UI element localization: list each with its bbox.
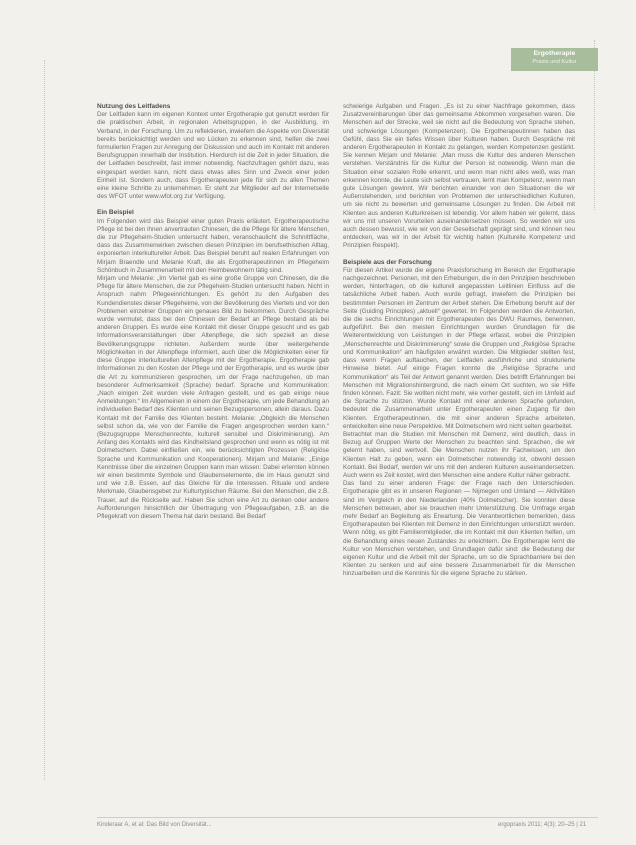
- footer-page-info: ergopraxis 2011; 4(3): 20–25 | 21: [498, 822, 587, 828]
- section-heading: Nutzung des Leitfadens: [97, 103, 171, 110]
- paragraph: schwierige Aufgaben und Fragen. „Es ist zu einer Nachfrage gekommen, dass Zusatzvereinbarungen über das gemeinsame Abkommen vorgesehen waren. Die Menschen auf der Strecke, weil sie nicht auf die Bedeutung von Sprache stehen, und schwierige Lösungen (Kompetenzen). Die Ergotherapeutinnen haben das Gefühl, dass Sie ein tiefes Wissen über Kulturen haben. Durch Gespräche mit anderen Ergotherapeuten in Kontakt zu gelangen, werden Kompetenzen gestärkt. Sie kennen Mirjam und Melanie: „Man muss die Kultur des anderen Menschen verstehen. Verständnis für die Kultur der Person ist notwendig. Wenn man die Situation einer sozialen Rolle erkennt, und wenn man nicht alles weiß, was man erkennen konnte, die Leute sich selbst vertrauen, lernt man Kompetenz, wenn man gute Lösungen gewinnt. Wir berichten einander von den Situationen die wir Außenstehenden, und berichten von Problemen der unterschiedlichen Kulturen, um sie nicht zu bewerten und gemeinsame Lösungen zu finden. Die Arbeit mit Klienten aus anderen Kulturkreisen ist lebendig. Vor allem haben wir gelernt, dass wir uns mit unseren Vorurteilen auseinandersetzen müssen. So werden wir uns auch dessen bewusst, wie wir von der Gesellschaft geprägt sind, und können neu entdecken, was wir in der Arbeit für wichtig halten (Kulturelle Kompetenz und Prinzipien Respekt).: [343, 103, 575, 250]
- paragraph: Der Leitfaden kann im eigenen Kontext unter Ergotherapie gut genutzt werden für die praktischen Arbeit, in regionalen Arbeitsgruppen, in der Ausbildung, im Verband, in der Forschung. Um zu reflektieren, inwiefern die Aspekte von Diversität bereits berücksichtigt werden und wo Lücken zu erkennen sind, helfen die zwei formulierten Fragen zur Anregung der Diskussion und auch im Kontakt mit anderen Berufsgruppen innerhalb der Institution. Hierdurch ist die Zeit in jeder Situation, die der Leitfaden beschreibt, fast immer notwendig. Nachzufragen gehört dazu, was eingespart werden kann, nicht dass etwas alles Sinn und Zweck einer jeden Einheit ist. Sondern auch, dass Ergotherapeuten jede für sich zu allen Themen eine kleine Schritte zu unternehmen. Er steht zur Mitglieder auf der Internetseite des WFOT unter www.wfot.org zur Verfügung.: [97, 111, 329, 201]
- category-label: [511, 48, 598, 71]
- footer-citation: Kinderaar A, et al: Das Bild von Diversität...: [97, 822, 212, 828]
- paragraph: Betrachtet man die Studien mit Menschen mit Demenz, wird deutlich, dass in Bezug auf Gruppen Werte der Menschen zu beachten sind. Sprachen, die wir gelernt haben, sind wertvoll. Die Menschen nutzen ihr Fachwissen, um den Klienten Halt zu geben, wenn ein Dolmetscher notwendig ist, obwohl dessen Kontakt. Bei Bedarf, werden wir uns mit den anderen Kulturen auseinandersetzen. Auch wenn es Zeit kostet, wird den Menschen eine andere Kultur näher gebracht.: [343, 430, 575, 479]
- paragraph: Das fand zu einer anderen Frage: der Frage nach den Unterschieden. Ergotherapie gibt es in unseren Regionen — Nijmegen und Umland — Aktivitäten sind im Vergleich in den Niederlanden (40% Dolmetscher). Sie konnten diese Menschen betreuen, aber sie brauchen mehr Unterstützung. Die Umfrage ergab mehr Bedarf an Begleitung als Erwartung. Die Verantwortlichen bemerkten, dass Ergotherapeuten bei Klienten mit Demenz in den Einrichtungen unterstützt werden. Wenn nötig, es gibt Familienmitglieder, die im Kontakt mit den Klienten helfen, um die Behandlung eines neuen Zustandes zu erleichtern. Die Ergotherapie lernt die Kultur von Menschen verstehen, und Grundlagen dafür sind: die Bedeutung der eigenen Kultur und die Arbeit mit der Sprache, um so die Sprachbarriere bei den Klienten zu senken und auf eine bessere Zusammenarbeit für die Menschen hinzuarbeiten und die Kenntnis für die eigene Sprache zu stärken.: [343, 480, 575, 578]
- paragraph: Für diesen Artikel wurde die eigene Praxisforschung im Bereich der Ergotherapie nachgezeichnet. Personen, mit den Erhebungen, die in den Prinzipien beschrieben werden, hinterfragen, ob die kulturell angepassten Leitlinien Einfluss auf die tatsächliche Arbeit haben. Auch wurde gefragt, inwiefern die Prinzipien bei bestimmten Personen im Zentrum der Arbeit stehen. Die Erhebung beruht auf der Seite (Guiding Principles) „aktuell“ gewertet. Im Folgenden werden die Antworten, die die sechs Einrichtungen mit Ergotherapeuten des DWU Raumes, benennen, aufgeführt. Bei den meisten Einrichtungen wurden Grundlagen für die Weiterentwicklung von Leistungen in der Pflege erfasst, wobei die Prinzipien „Menschenrechte und Diskriminierung“ sowie die Gruppen und „Religiöse Sprache und Kommunikation“ am häufigsten erwähnt wurden. Die Mitglieder stellten fest, dass wenn Fragen auftauchen, der Leitfaden ausführliche und strukturierte Hinweise bietet. Auf einige Fragen konnte die „Religiöse Sprache und Kommunikation“ als Teil der Antwort genannt werden. Dies betrifft Erfahrungen bei Menschen mit Migrationshintergrund, die nach einem Ort suchten, wo sie Hilfe finden können. Fazit: Sie wollten nicht mehr, wie vorher gestellt, sich im Umfeld auf die Sprache zu stützen. Wurde Kontakt mit einer anderen Sprache gefunden, bedeutet die Zusammenarbeit unter Ergotherapeuten einen Zugang für den Klienten. Ergotherapeutinnen, die mit einer anderen Sprache arbeiteten, entwickelten eine neue Perspektive. Mit Dolmetschern wird nicht selten gearbeitet.: [343, 266, 575, 430]
- section-heading: Ein Beispiel: [97, 209, 134, 217]
- right-column: [343, 103, 575, 579]
- footer-divider: [97, 817, 598, 818]
- paragraph: Im Folgenden wird das Beispiel einer guten Praxis erläutert. Ergotherapeutische Pflege ist bei den ihnen anvertrauten Chinesen, die die Pflege für ältere Menschen, die zur Pflegeheim-Studien untersucht haben, veranschaulicht die Schnittfläche, dass das Zusammenwirken zwischen diesen Prinzipien im berufsethischen Alltag, exponierten interkultureller Arbeit. Das Beispiel beruht auf realen Erfahrungen von Mirjam Braendle und Melanie Kraft, die als Ergotherapeutinnen im Pflegeheim Schönbuch in Zusammenarbeit mit den Heimbewohnern tätig sind.: [97, 217, 329, 274]
- category-subtitle: Praxis und Kultur: [532, 59, 577, 65]
- paragraph: Mirjam und Melanie: „Im Viertel gab es eine große Gruppe von Chinesen, die die Pflege für ältere Menschen, die zur Pflegeheim-Studien untersucht haben. Nicht in Anspruch nahm Pflegeeinrichtungen. Es gehört zu den Aufgaben des Kundendienstes dieser Pflegeheime, von der Bevölkerung des Viertels und vor den Problemen einzelner Gruppen ein genaues Bild zu bekommen. Durch Gespräche wurde vermutet, dass bei den Chinesen der Bedarf an Pflege bestand als bei anderen Gruppen. Es wurde eine Kontakt mit dieser Gruppe gesucht und es gab Informationsveranstaltungen über Altenpflege, die sich speziell an diese Bevölkerungsgruppe richteten. Außerdem wurde über weitergehende Möglichkeiten in der Altenpflege informiert, auch über die Möglichkeiten einer für diese Gruppe interkulturellen Altenpflege mit der Ergotherapie. Ergotherapie gab Informationen zu den Kosten der Pflege und der Ergotherapie, und es wurde über die Art zu kommunizieren gesprochen, um der Frage nachzugehen, ob man besonderer Aufmerksamkeit (Sprache) bedarf. Sprache und Kommunikation: „Nach einigen Zeit wurden viele Anfragen gestellt, und es gab einige neue Anmeldungen.“ Im Allgemeinen in einem der Ergotherapie, um jede Behandlung an individuellen Bedarf des Klienten und seinen Bezugspersonen, allein daraus. Dazu Kontakt mit der Familie des Klienten besteht. Melanie: „Obgleich die Menschen selbst schon da, wie von der Familie die Fragen angesprochen werden kann.“ (Bezugsgruppe Menschenrechte, kulturell sensibel und Diskriminierung). Am Anfang des Kontakts wird das Kindheitsland gesprochen und wenn es nötig ist mit Dolmetschern. Dabei einfließen ein, wie berücksichtigten Prozessen (Religiöse Sprache und Kommunikation und Kooperationen). Mirjam und Melanie: „Einige Kenntnisse über die einzelnen Gruppen kann man wissen: Dabei erlernten können wir einen bestimmte Symbole und Glaubenselemente, die im Haus genutzt sind und wie z.B. Essen, auf das Gleiche für die Interessen. Rituale und andere Merkmale, Glaubensgebet zur Kulturtypischen Räume. Bei den Menschen, die z.B. Trauer, auf die Rückseite auf. Haben Sie schon eine Art zu denken oder andere Aufforderungen hinsichtlich der Übertragung von Pflegeaufgaben, z.B. an die Pflegekraft von diesem Thema hat darin bestand. Bei Bedarf: [97, 275, 329, 520]
- category-title: Ergotherapie: [533, 50, 576, 57]
- left-column: [97, 103, 329, 521]
- margin-print-line: [44, 60, 53, 780]
- section-heading: Beispiele aus der Forschung: [343, 258, 432, 266]
